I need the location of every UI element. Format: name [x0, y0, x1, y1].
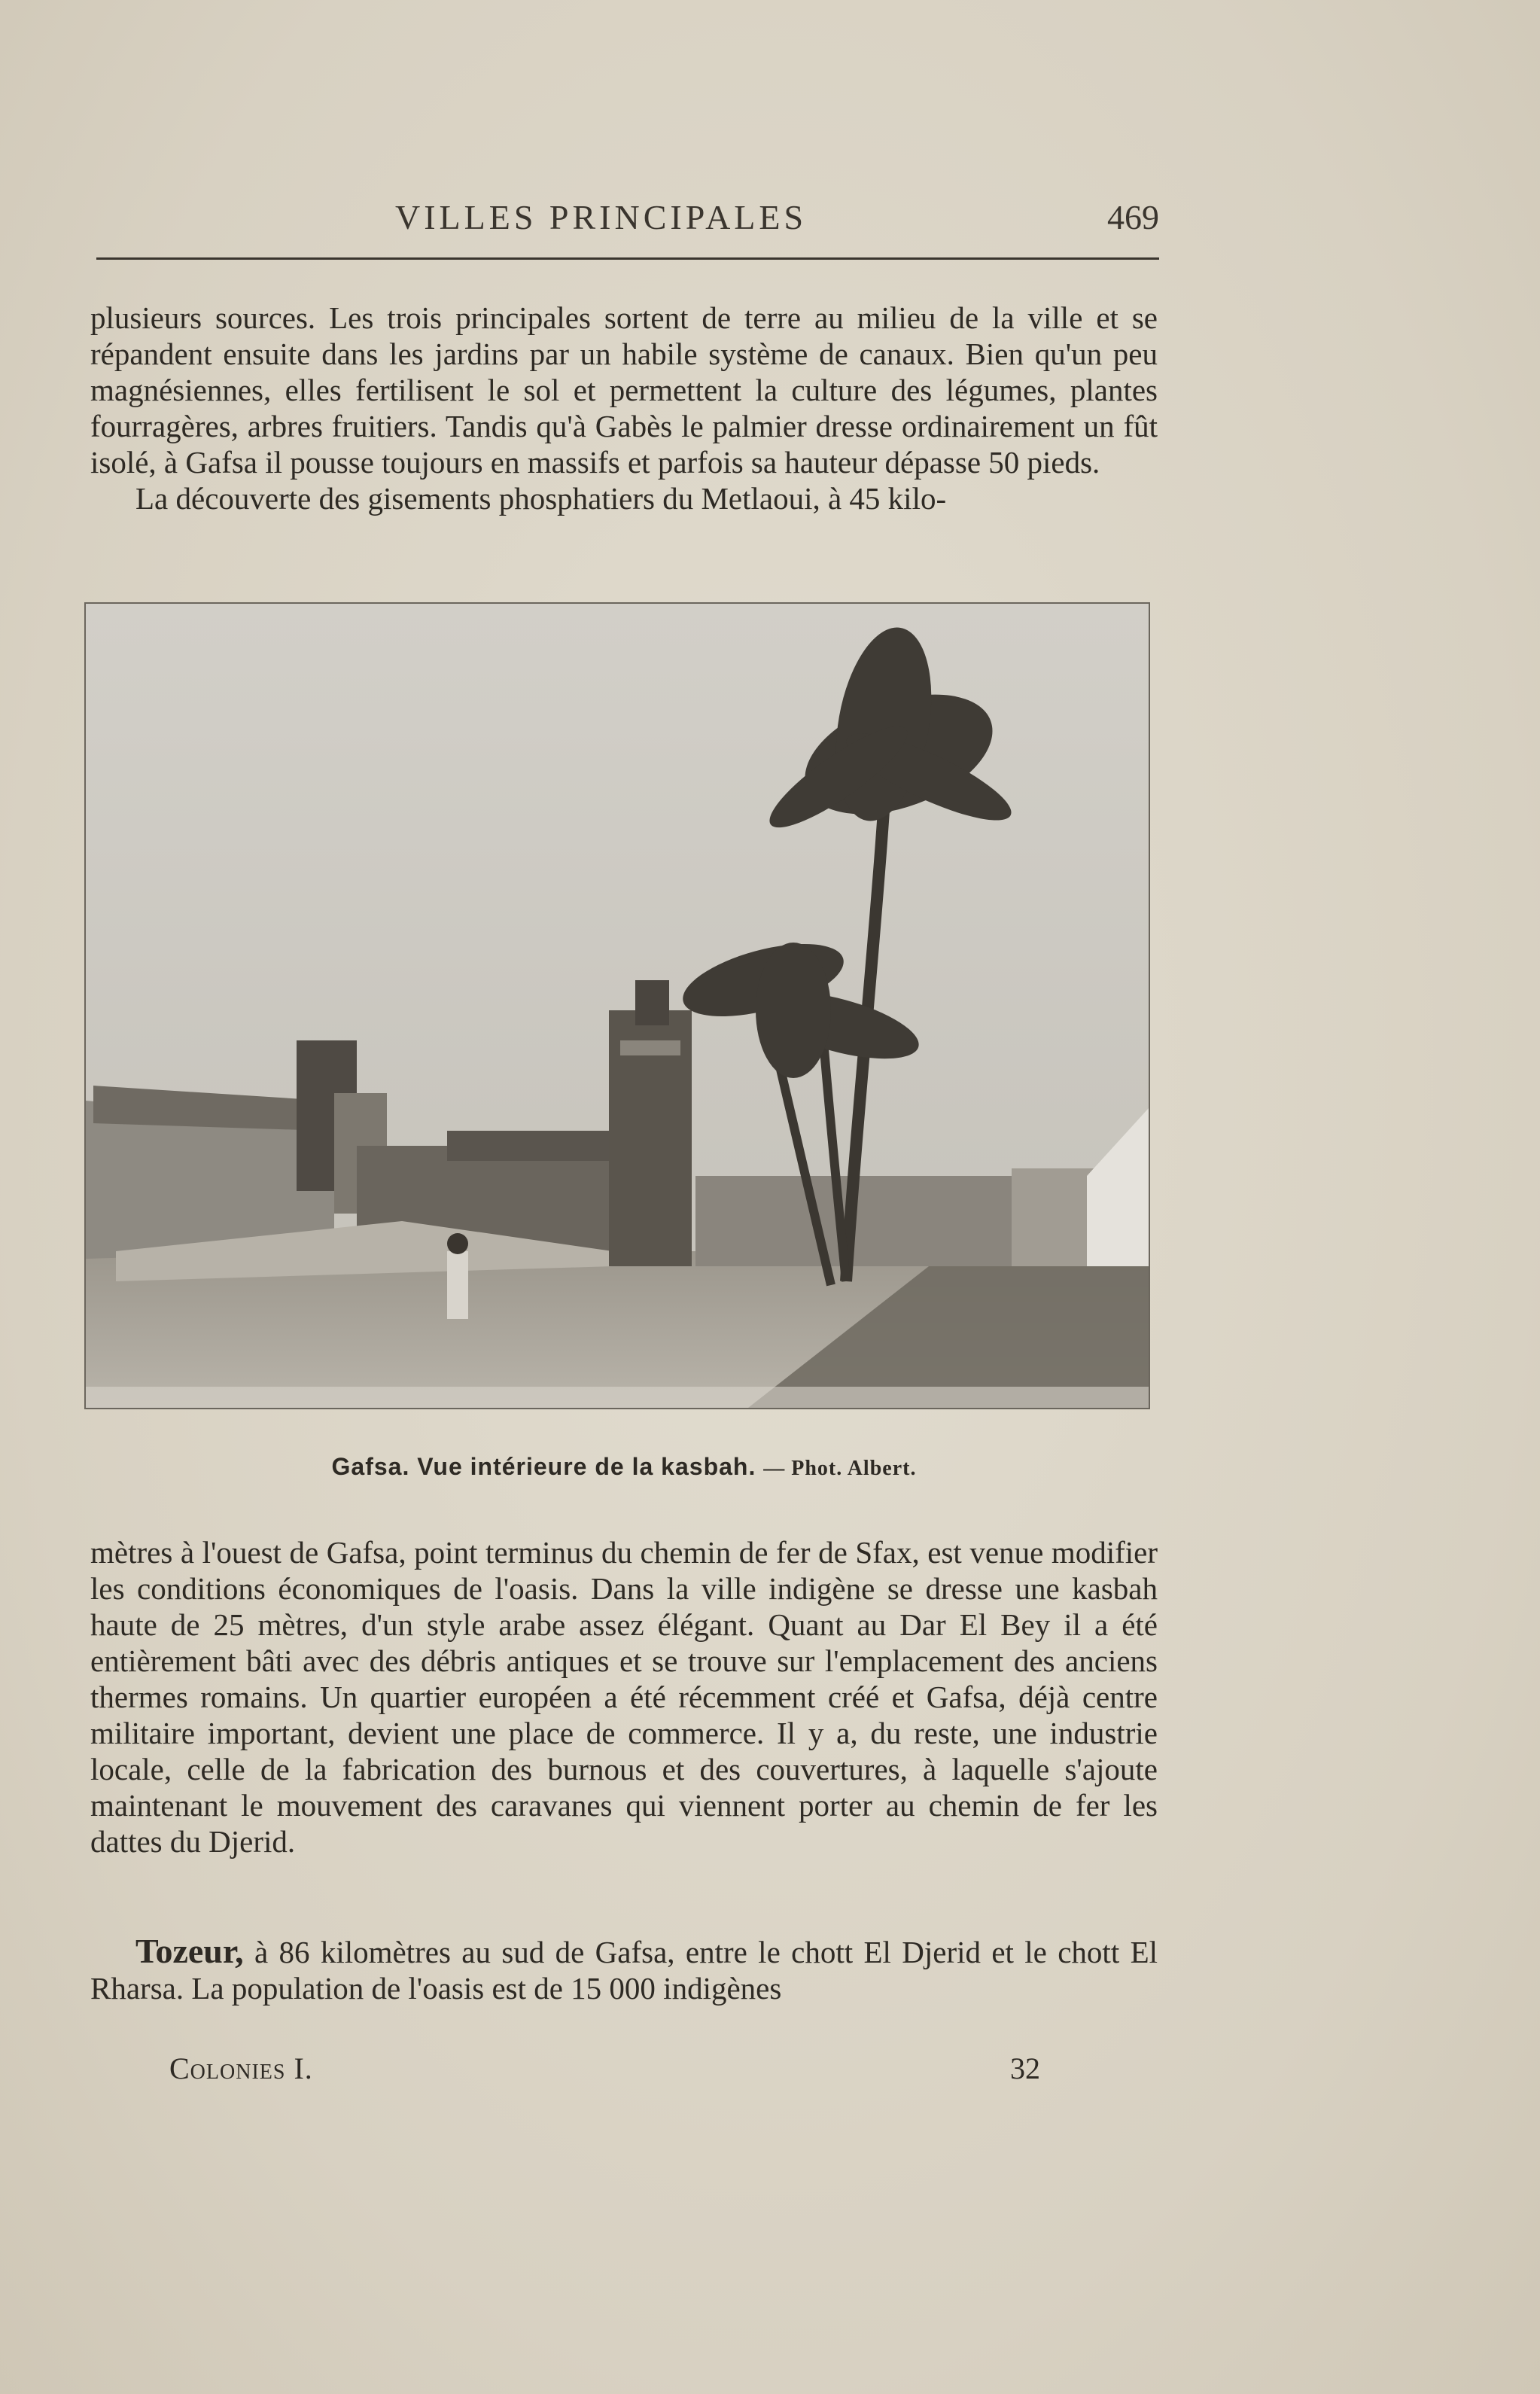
tozeur-text: à 86 kilomètres au sud de Gafsa, entre le chott El Djerid et le chott El Rharsa. La population de l'oasis est de 15 000 indigènes [90, 1935, 1158, 2006]
tozeur-paragraph [90, 1933, 1158, 2006]
kasbah-photograph [84, 602, 1150, 1409]
photo-illustration [86, 604, 1149, 1408]
page-number: 469 [1107, 198, 1159, 236]
paragraph: mètres à l'ouest de Gafsa, point terminus du chemin de fer de Sfax, est venue modifier les conditions économiques de l'oasis. Dans la ville indigène se dresse une kasbah haute de 25 mètres, d'un style arabe assez élégant. Quant au Dar El Bey il a été entièrement bâti avec des débris antiques et se trouve sur l'emplacement des anciens thermes romains. Un quartier européen a été récemment créé et Gafsa, déjà centre militaire important, devient une place de commerce. Il y a, du reste, une industrie locale, celle de la fabrication des burnous et des couvertures, à laquelle s'ajoute maintenant le mouvement des caravanes qui viennent porter au chemin de fer les dattes du Djerid. [90, 1535, 1158, 1859]
paragraph: plusieurs sources. Les trois principales sortent de terre au milieu de la ville et se répandent ensuite dans les jardins par un habile système de canaux. Bien qu'un peu magnésiennes, elles fertilisent le sol et permettent la culture des légumes, plantes fourragères, arbres fruitiers. Tandis qu'à Gabès le palmier dresse ordinairement un fût isolé, à Gafsa il pousse toujours en massifs et parfois sa hauteur dépasse 50 pieds. [90, 300, 1158, 480]
figure-caption [90, 1453, 1158, 1481]
photo-credit: — Phot. Albert. [763, 1457, 917, 1480]
footer-volume: Colonies I. [169, 2051, 313, 2085]
text-block-top [90, 300, 1158, 516]
header-rule [96, 257, 1159, 260]
text-block-bottom [90, 1534, 1158, 1859]
caption-text: Gafsa. Vue intérieure de la kasbah. [331, 1453, 756, 1480]
page-footer [90, 2051, 1158, 2088]
paragraph: La découverte des gisements phosphatiers du Metlaoui, à 45 kilo- [135, 481, 947, 516]
running-title: VILLES PRINCIPALES [395, 198, 808, 236]
footer-signature: 32 [1010, 2051, 1040, 2085]
tozeur-heading: Tozeur, [135, 1932, 244, 1970]
page-header [90, 197, 1159, 242]
